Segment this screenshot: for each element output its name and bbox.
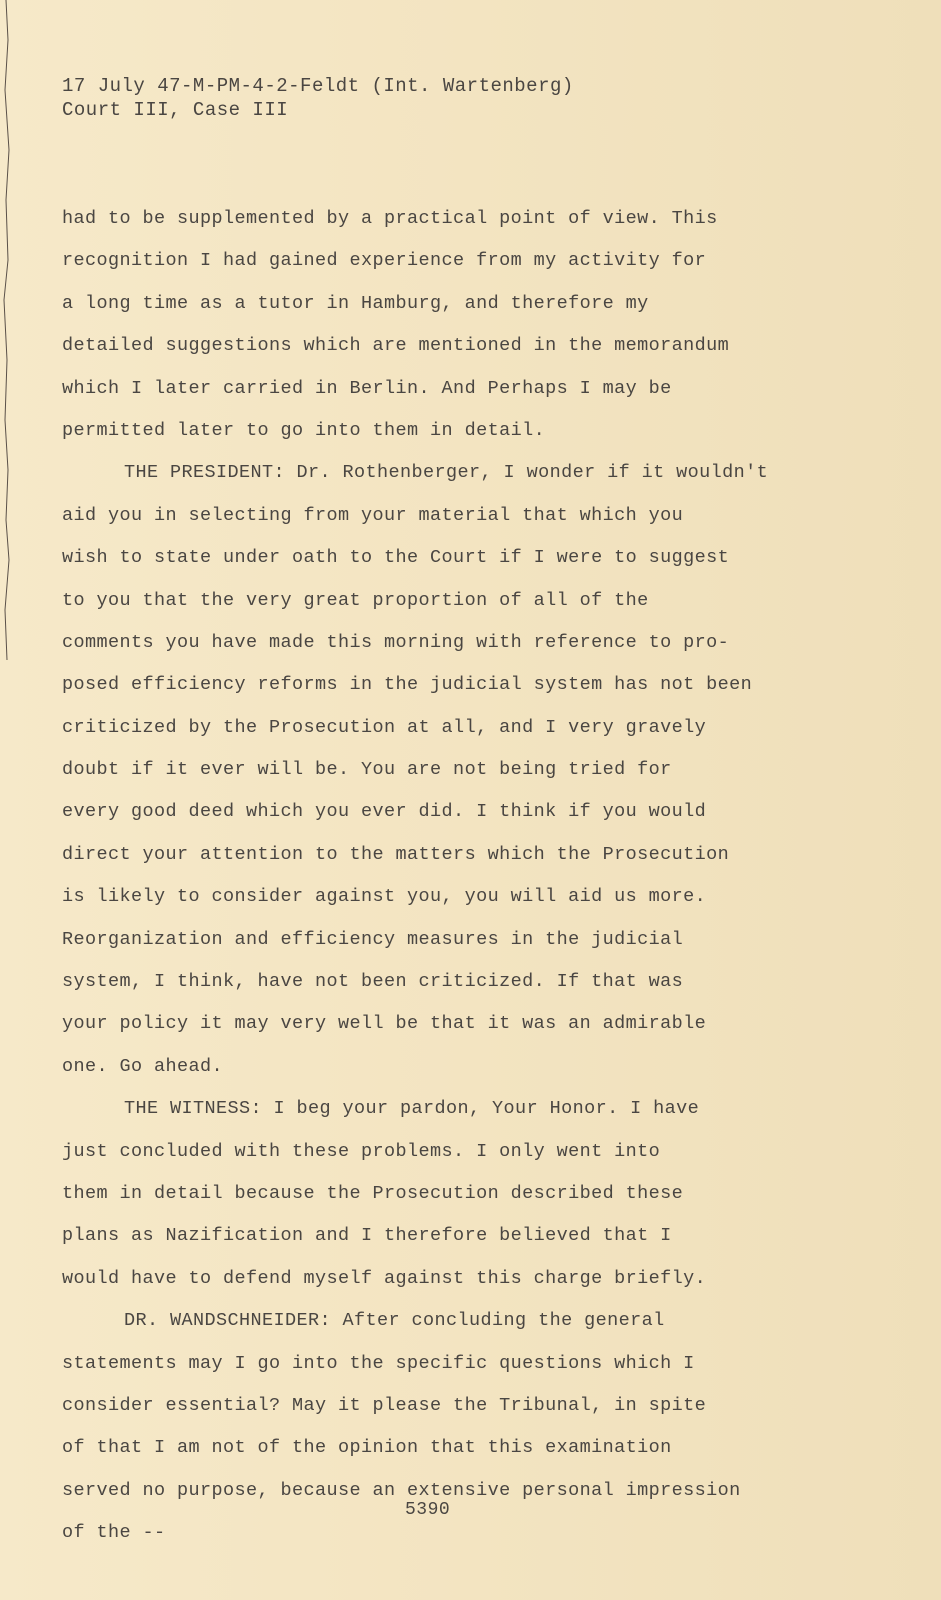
transcript-line: direct your attention to the matters which the Prosecution <box>62 843 730 865</box>
transcript-line: THE WITNESS: I beg your pardon, Your Honor. I have <box>124 1098 700 1120</box>
transcript-line: would have to defend myself against this charge briefly. <box>62 1267 707 1289</box>
transcript-line: DR. WANDSCHNEIDER: After concluding the general <box>124 1310 665 1332</box>
transcript-line: of that I am not of the opinion that this examination <box>62 1437 672 1459</box>
transcript-line: them in detail because the Prosecution described these <box>62 1182 684 1204</box>
transcript-line: aid you in selecting from your material that which you <box>62 504 684 526</box>
transcript-line: Reorganization and efficiency measures in the judicial <box>62 928 684 950</box>
transcript-line: every good deed which you ever did. I think if you would <box>62 801 707 823</box>
transcript-line: which I later carried in Berlin. And Perhaps I may be <box>62 377 672 399</box>
transcript-line: to you that the very great proportion of all of the <box>62 589 649 611</box>
transcript-line: criticized by the Prosecution at all, and I very gravely <box>62 716 707 738</box>
transcript-line: wish to state under oath to the Court if I were to suggest <box>62 547 730 569</box>
transcript-line: served no purpose, because an extensive personal impression <box>62 1479 741 1501</box>
transcript-line: THE PRESIDENT: Dr. Rothenberger, I wonder if it wouldn't <box>124 462 769 484</box>
transcript-line: detailed suggestions which are mentioned in the memorandum <box>62 335 730 357</box>
transcript-line: system, I think, have not been criticized. If that was <box>62 971 684 993</box>
transcript-line: of the -- <box>62 1522 166 1544</box>
transcript-line: plans as Nazification and I therefore believed that I <box>62 1225 672 1247</box>
transcript-line: a long time as a tutor in Hamburg, and therefore my <box>62 292 649 314</box>
transcript-line: is likely to consider against you, you will aid us more. <box>62 886 707 908</box>
transcript-line: had to be supplemented by a practical point of view. This <box>62 208 718 229</box>
transcript-body <box>62 198 842 1555</box>
transcript-line: posed efficiency reforms in the judicial system has not been <box>62 674 753 696</box>
transcript-line: just concluded with these problems. I only went into <box>62 1140 661 1162</box>
document-header <box>62 74 574 122</box>
transcript-line: recognition I had gained experience from my activity for <box>62 250 707 272</box>
transcript-line: doubt if it ever will be. You are not being tried for <box>62 759 672 781</box>
header-court-line: Court III, Case III <box>62 99 289 121</box>
transcript-line: permitted later to go into them in detail. <box>62 419 546 441</box>
transcript-line: statements may I go into the specific questions which I <box>62 1352 695 1374</box>
transcript-line: comments you have made this morning with reference to pro- <box>62 631 730 653</box>
transcript-line: one. Go ahead. <box>62 1055 224 1077</box>
page-number: 5390 <box>405 1500 451 1520</box>
transcript-line: your policy it may very well be that it was an admirable <box>62 1013 707 1035</box>
binding-edge-marks <box>0 0 16 1600</box>
transcript-line: consider essential? May it please the Tribunal, in spite <box>62 1394 707 1416</box>
header-session-line: 17 July 47-M-PM-4-2-Feldt (Int. Wartenberg) <box>62 75 574 97</box>
